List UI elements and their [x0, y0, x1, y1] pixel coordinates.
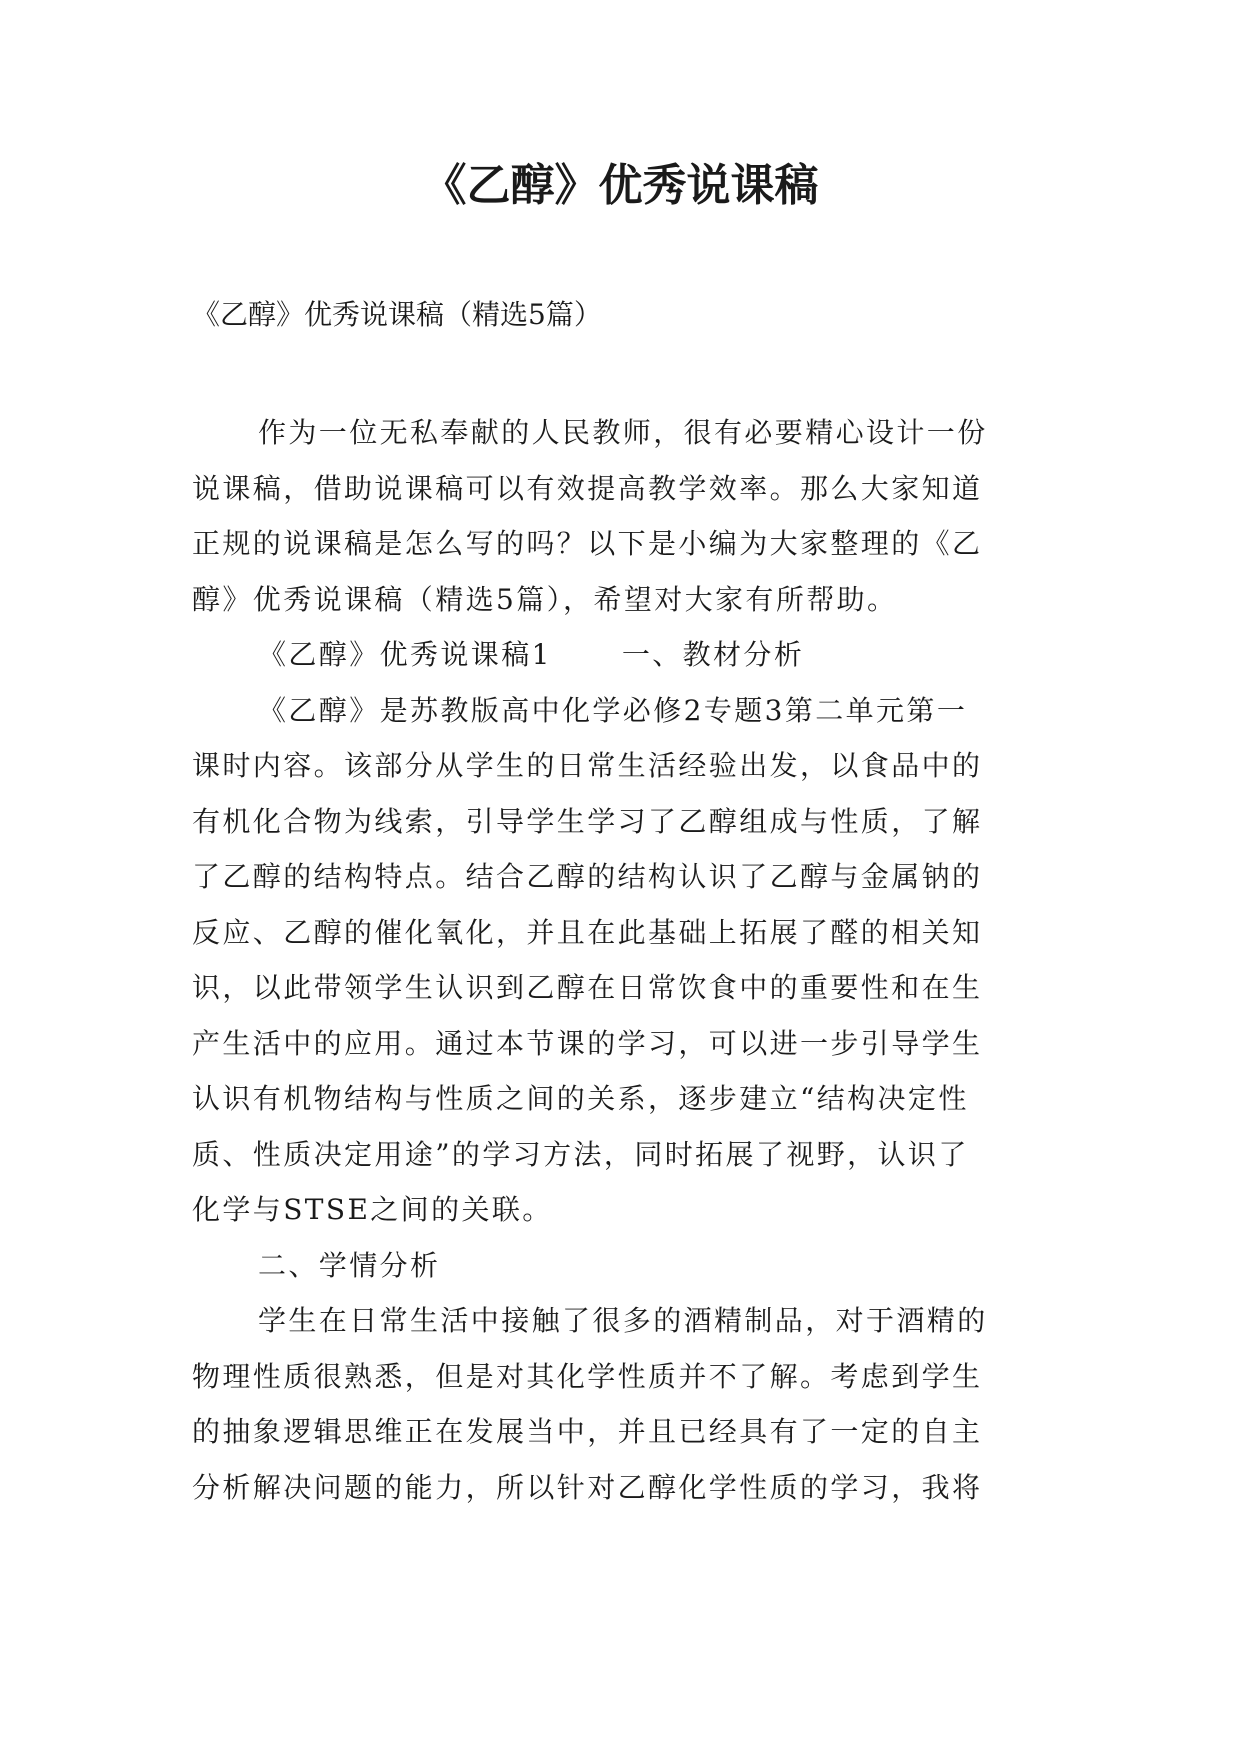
body-line: 质、性质决定用途”的学习方法，同时拓展了视野，认识了	[192, 1137, 969, 1171]
body-line: 作为一位无私奉献的人民教师，很有必要精心设计一份	[258, 416, 988, 449]
body-line: 的抽象逻辑思维正在发展当中，并且已经具有了一定的自主	[192, 1415, 983, 1448]
body-line: 物理性质很熟悉，但是对其化学性质并不了解。考虑到学生	[192, 1359, 983, 1393]
body-line: 有机化合物为线索，引导学生学习了乙醇组成与性质，了解	[192, 804, 983, 838]
body-line: 说课稿，借助说课稿可以有效提高教学效率。那么大家知道	[192, 471, 983, 505]
body-line: 醇》优秀说课稿（精选5篇），希望对大家有所帮助。	[192, 582, 898, 616]
body-line: 认识有机物结构与性质之间的关系，逐步建立“结构决定性	[192, 1082, 969, 1115]
section-heading-line	[192, 627, 1050, 683]
document-body	[192, 405, 1050, 1515]
body-line: 课时内容。该部分从学生的日常生活经验出发，以食品中的	[192, 749, 983, 782]
body-line: 识，以此带领学生认识到乙醇在日常饮食中的重要性和在生	[192, 971, 983, 1004]
section-title: 《乙醇》优秀说课稿1	[258, 638, 552, 671]
section-heading: 一、教材分析	[621, 638, 805, 671]
document-title: 《乙醇》优秀说课稿	[422, 160, 819, 211]
body-line: 学生在日常生活中接触了很多的酒精制品，对于酒精的	[258, 1304, 988, 1337]
body-line: 产生活中的应用。通过本节课的学习，可以进一步引导学生	[192, 1026, 983, 1060]
body-line: 正规的说课稿是怎么写的吗？以下是小编为大家整理的《乙	[192, 527, 983, 560]
body-line: 分析解决问题的能力，所以针对乙醇化学性质的学习，我将	[192, 1470, 983, 1504]
body-line: 《乙醇》是苏教版高中化学必修2专题3第二单元第一	[258, 693, 968, 727]
section-heading: 二、学情分析	[258, 1248, 441, 1282]
document-subtitle: 《乙醇》优秀说课稿（精选5篇）	[192, 298, 602, 331]
body-line: 反应、乙醇的催化氧化，并且在此基础上拓展了醛的相关知	[192, 915, 983, 949]
body-line: 化学与STSE之间的关联。	[192, 1193, 553, 1226]
body-line: 了乙醇的结构特点。结合乙醇的结构认识了乙醇与金属钠的	[192, 860, 983, 893]
